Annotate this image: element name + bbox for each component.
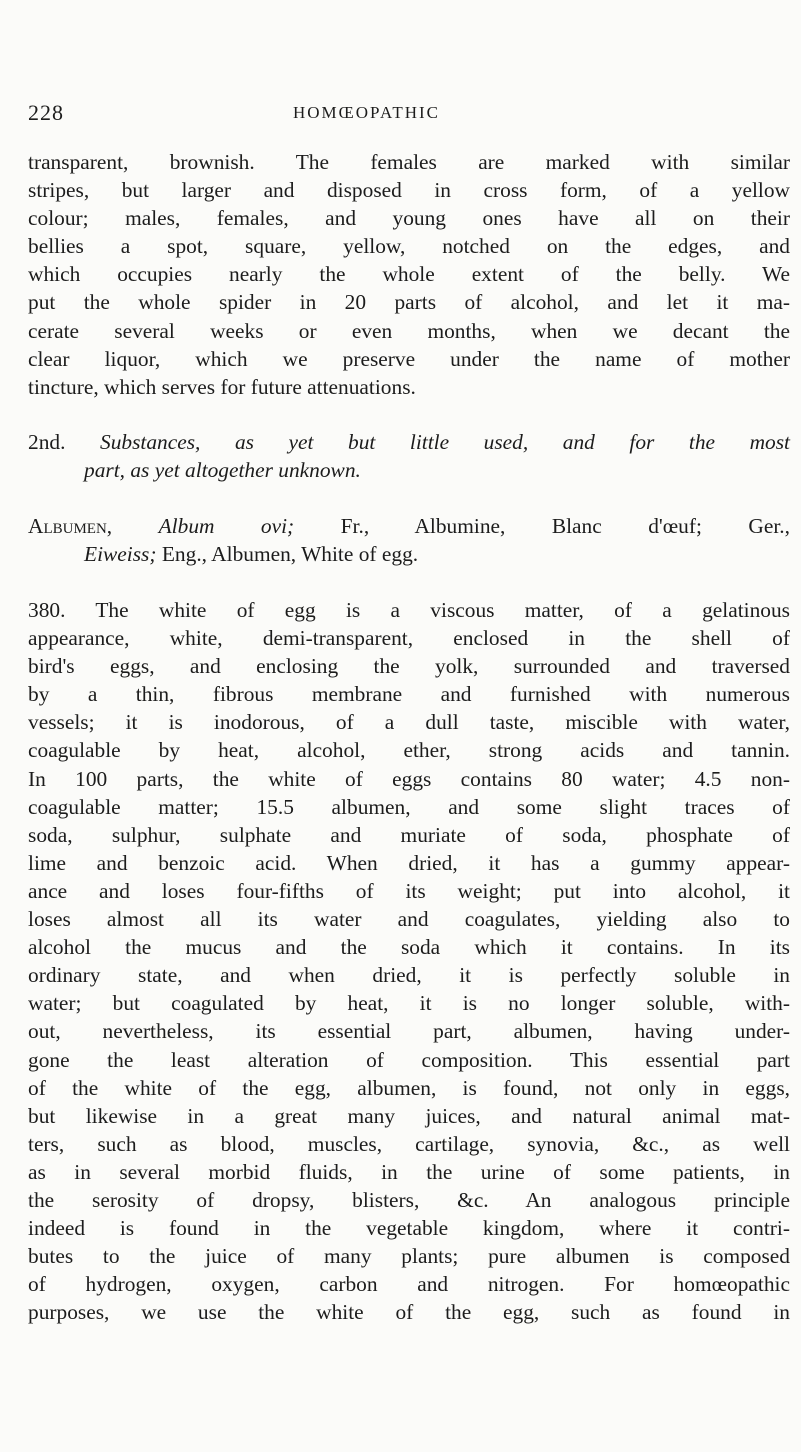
- text-line: clear liquor, which we preserve under the name of mother: [28, 346, 790, 371]
- text-line: loses almost all its water and coagulates, yielding also to: [28, 907, 790, 932]
- text-line: cerate several weeks or even months, when we decant the: [28, 318, 790, 343]
- text-line: transparent, brownish. The females are marked with similar: [28, 150, 790, 174]
- entry-name: Albumen,: [28, 514, 113, 538]
- text-line: lime and benzoic acid. When dried, it has a gummy appear-: [28, 850, 790, 875]
- text-line: indeed is found in the vegetable kingdom, where it contri-: [28, 1216, 790, 1241]
- text-line: by a thin, fibrous membrane and furnished with numerous: [28, 682, 790, 707]
- text-line: appearance, white, demi-transparent, enclosed in the shell of: [28, 626, 790, 651]
- text-line: of hydrogen, oxygen, carbon and nitrogen. For homœopathic: [28, 1272, 790, 1297]
- section-heading: [28, 428, 790, 484]
- text-line: colour; males, females, and young ones have all on their: [28, 206, 790, 231]
- heading-line-2: part, as yet altogether unknown.: [84, 458, 361, 483]
- text-line: bird's eggs, and enclosing the yolk, surrounded and traversed: [28, 654, 790, 679]
- latin-name: Album ovi;: [158, 514, 295, 538]
- text-line: coagulable by heat, alcohol, ether, strong acids and tannin.: [28, 738, 790, 763]
- text-line: as in several morbid fluids, in the urine of some patients, in: [28, 1159, 790, 1184]
- text-line: In 100 parts, the white of eggs contains 80 water; 4.5 non-: [28, 766, 790, 791]
- text-line: stripes, but larger and disposed in cross form, of a yellow: [28, 178, 790, 203]
- heading-number: 2nd.: [28, 430, 66, 454]
- synonyms-line-2: [28, 540, 790, 568]
- running-head: [28, 100, 788, 126]
- synonyms-rest: Fr., Albumine, Blanc d'œuf; Ger.,: [340, 514, 790, 538]
- text-line: ance and loses four-fifths of its weight; put into alcohol, it: [28, 878, 790, 903]
- text-line: of the white of the egg, albumen, is found, not only in eggs,: [28, 1075, 790, 1100]
- text-line: ters, such as blood, muscles, cartilage, synovia, &c., as well: [28, 1131, 790, 1156]
- text-line: but likewise in a great many juices, and natural animal mat-: [28, 1103, 790, 1128]
- text-line: which occupies nearly the whole extent of the belly. We: [28, 262, 790, 287]
- running-title: HOMŒOPATHIC: [293, 103, 441, 122]
- paragraph-spider-description: [28, 148, 790, 401]
- text-line: put the whole spider in 20 parts of alcohol, and let it ma-: [28, 290, 790, 315]
- german-name: Eiweiss;: [84, 542, 157, 567]
- synonyms-line-1: [28, 512, 790, 540]
- text-line: gone the least alteration of composition. This essential part: [28, 1047, 790, 1072]
- text-line: soda, sulphur, sulphate and muriate of soda, phosphate of: [28, 822, 790, 847]
- text-line: ordinary state, and when dried, it is perfectly soluble in: [28, 963, 790, 988]
- text-line: water; but coagulated by heat, it is no longer soluble, with-: [28, 991, 790, 1016]
- text-line: alcohol the mucus and the soda which it contains. In its: [28, 935, 790, 960]
- heading-title: Substances, as yet but little used, and for the most: [100, 430, 790, 454]
- text-line: tincture, which serves for future attenuations.: [28, 374, 416, 399]
- text-line: vessels; it is inodorous, of a dull taste, miscible with water,: [28, 710, 790, 735]
- english-name: Eng., Albumen, White of egg.: [161, 542, 419, 567]
- heading-line-1: [28, 428, 790, 456]
- page-number: 228: [28, 100, 64, 125]
- text-line: butes to the juice of many plants; pure albumen is composed: [28, 1244, 790, 1269]
- text-line: purposes, we use the white of the egg, such as found in: [28, 1300, 790, 1325]
- text-line: the serosity of dropsy, blisters, &c. An analogous principle: [28, 1187, 790, 1212]
- text-line: bellies a spot, square, yellow, notched on the edges, and: [28, 234, 790, 259]
- text-line: out, nevertheless, its essential part, albumen, having under-: [28, 1019, 790, 1044]
- albumen-synonyms: [28, 512, 790, 568]
- text-line: coagulable matter; 15.5 albumen, and some slight traces of: [28, 794, 790, 819]
- text-line: 380. The white of egg is a viscous matter, of a gelatinous: [28, 598, 790, 622]
- paragraph-albumen: [28, 596, 790, 1326]
